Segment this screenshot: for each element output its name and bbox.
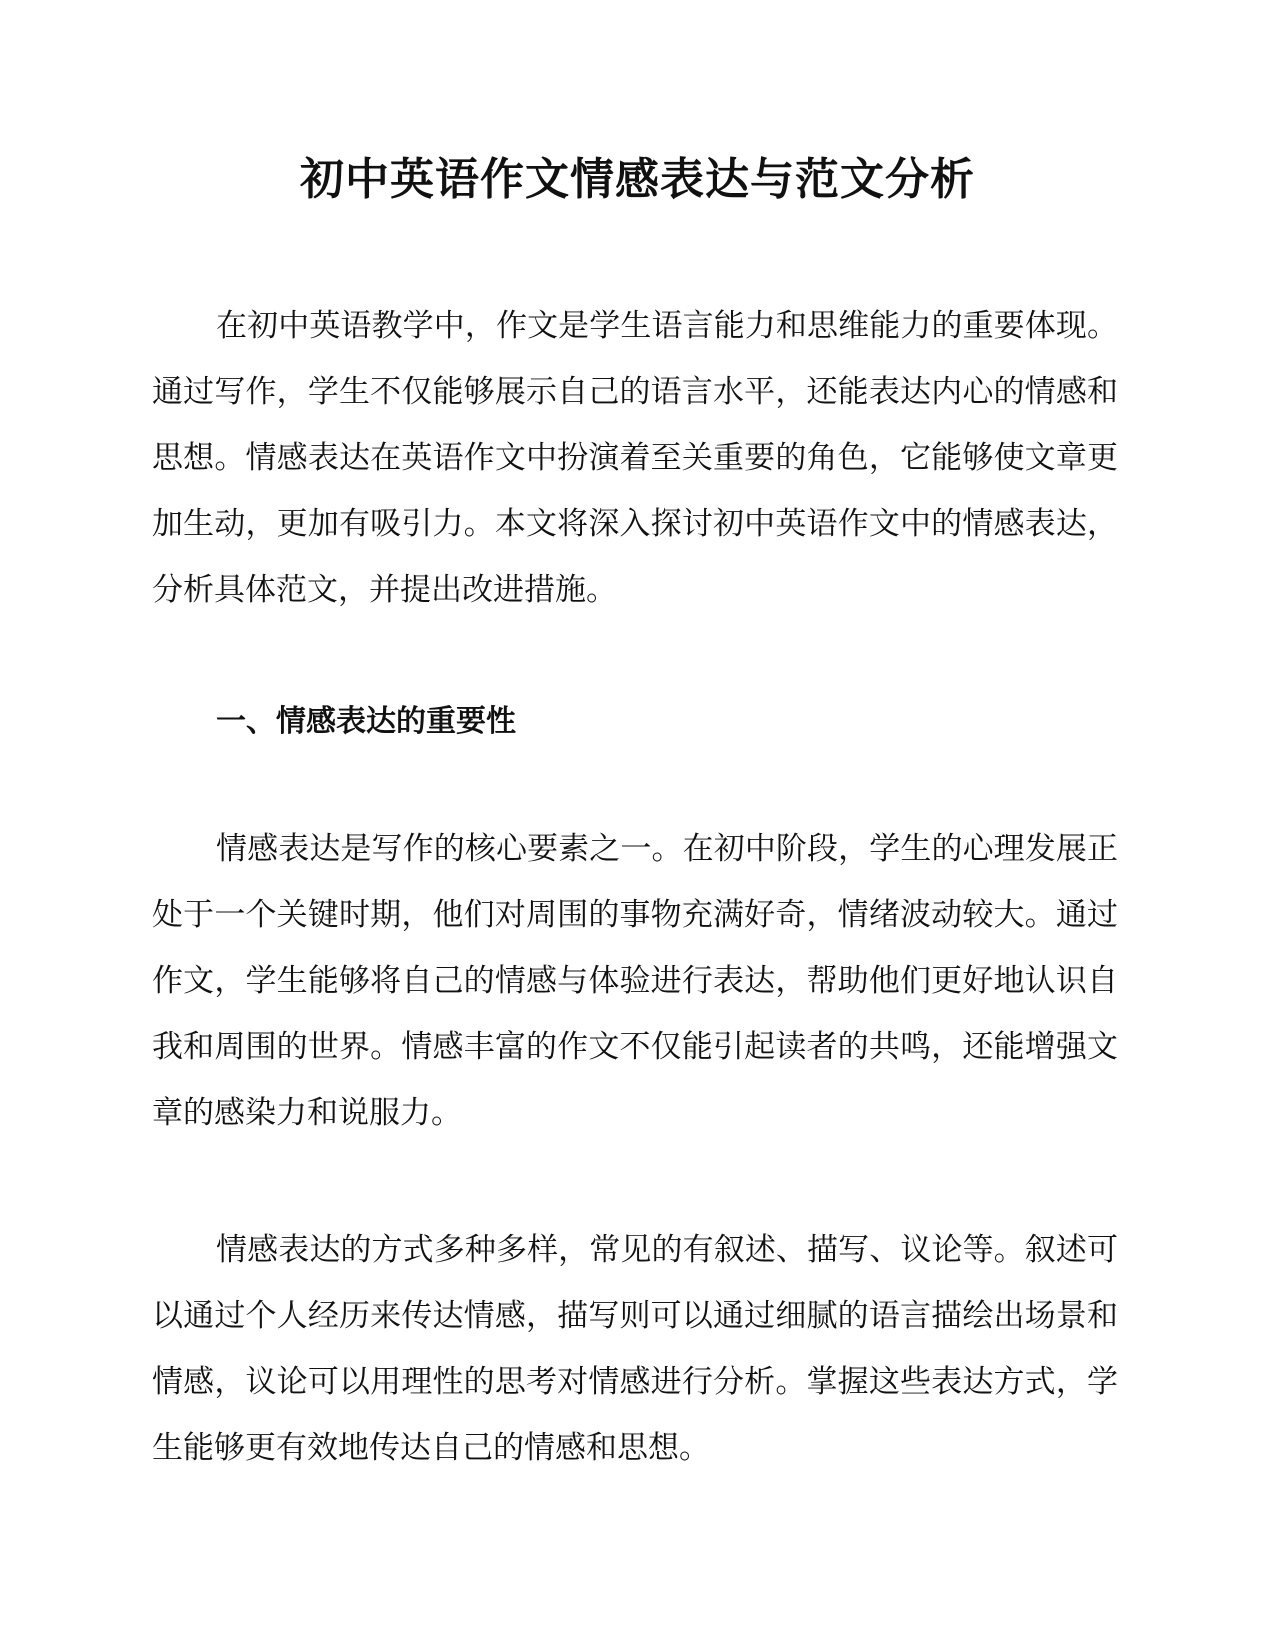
section-paragraph-2: 情感表达的方式多种多样，常见的有叙述、描写、议论等。叙述可以通过个人经历来传达情感，描写则可以通过细腻的语言描绘出场景和情感，议论可以用理性的思考对情感进行分析。掌握这些表达方式，学生能够更有效地传达自己的情感和思想。	[152, 1232, 1118, 1466]
section-paragraph-1: 情感表达是写作的核心要素之一。在初中阶段，学生的心理发展正处于一个关键时期，他们对周围的事物充满好奇，情绪波动较大。通过作文，学生能够将自己的情感与体验进行表达，帮助他们更好地认识自我和周围的世界。情感丰富的作文不仅能引起读者的共鸣，还能增强文章的感染力和说服力。	[152, 831, 1118, 1131]
intro-paragraph: 在初中英语教学中，作文是学生语言能力和思维能力的重要体现。通过写作，学生不仅能够展示自己的语言水平，还能表达内心的情感和思想。情感表达在英语作文中扮演着至关重要的角色，它能够使文章更加生动，更加有吸引力。本文将深入探讨初中英语作文中的情感表达，分析具体范文，并提出改进措施。	[152, 308, 1118, 608]
section-heading: 一、情感表达的重要性	[216, 704, 516, 739]
document-title: 初中英语作文情感表达与范文分析	[300, 154, 975, 205]
